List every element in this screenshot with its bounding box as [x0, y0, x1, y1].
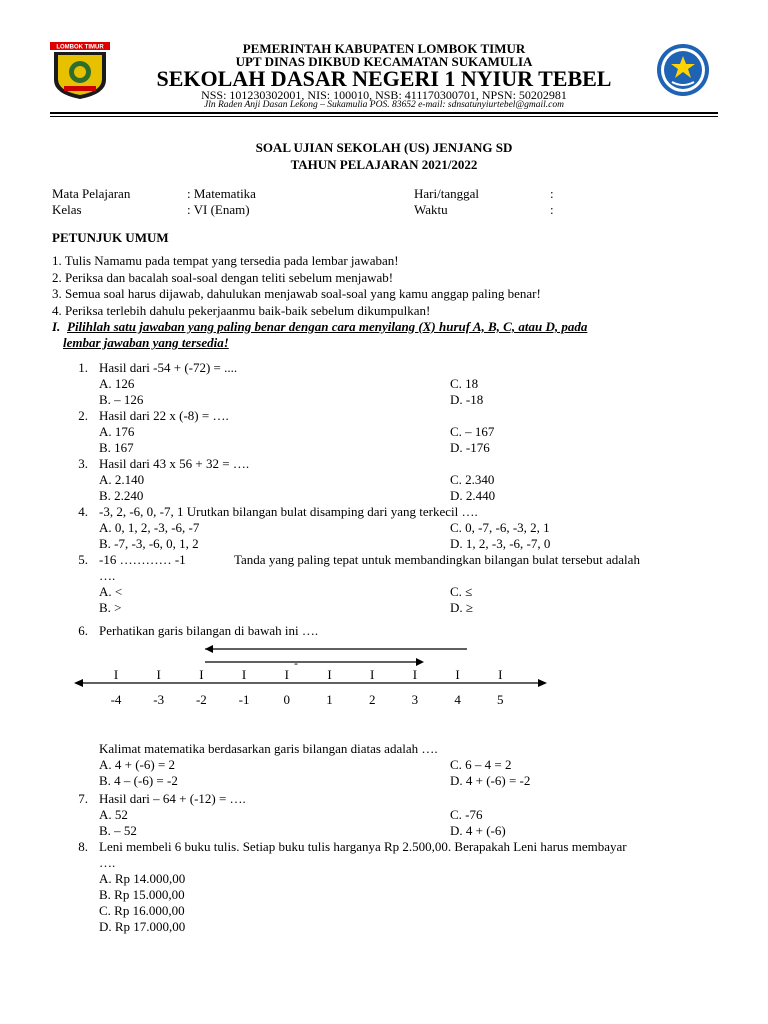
option-d: D. 4 + (-6) = -2 [450, 773, 531, 788]
subject-label: Mata Pelajaran [52, 186, 131, 201]
option-b: B. -7, -3, -6, 0, 1, 2 [99, 536, 199, 551]
number-line-diagram [0, 640, 768, 710]
option-b: B. – 52 [99, 823, 137, 838]
option-d: D. -18 [450, 392, 484, 407]
section-number: I. [52, 319, 61, 334]
tick-label: -4 [110, 692, 122, 707]
tick-label: 0 [283, 692, 291, 707]
option-c: C. Rp 16.000,00 [99, 903, 185, 918]
school-address: Jln Raden Anji Dasan Lekong – Sukamulia POS. 83652 e-mail: sdnsatunyiurtebel@gmail.com [203, 100, 565, 110]
section-instruction-line2: lembar jawaban yang tersedia! [63, 335, 229, 350]
tick-label: 3 [411, 692, 419, 707]
instructions-heading: PETUNJUK UMUM [52, 230, 169, 245]
school-ids: NSS: 101230302001, NIS: 100010, NSB: 411170300701, NPSN: 50202981 [201, 88, 567, 102]
axis-right-arrow [538, 679, 547, 687]
tick-mark: I [241, 667, 247, 682]
option-c: C. 6 – 4 = 2 [450, 757, 512, 772]
axis-left-arrow [74, 679, 83, 687]
question-ellipsis: …. [99, 568, 116, 583]
minus-mark: - [294, 656, 298, 670]
instruction-item: 4. Periksa terlebih dahulu pekerjaanmu baik-baik sebelum dikumpulkan! [52, 303, 431, 318]
question-text: Hasil dari 43 x 56 + 32 = …. [99, 456, 250, 471]
question-ellipsis: …. [99, 855, 116, 870]
instruction-item: 3. Semua soal harus dijawab, dahulukan menjawab soal-soal yang kamu anggap paling benar! [52, 286, 541, 301]
tick-mark: I [113, 667, 119, 682]
government-name: PEMERINTAH KABUPATEN LOMBOK TIMUR [242, 41, 526, 56]
option-c: C. 18 [450, 376, 479, 391]
option-a: A. 4 + (-6) = 2 [99, 757, 176, 772]
question-text: Hasil dari 22 x (-8) = …. [99, 408, 229, 423]
time-value: : [550, 202, 554, 217]
question-number: 5. [78, 552, 88, 567]
option-c: C. ≤ [450, 584, 473, 599]
option-a: A. Rp 14.000,00 [99, 871, 186, 886]
question-number: 4. [78, 504, 88, 519]
department-name: UPT DINAS DIKBUD KECAMATAN SUKAMULIA [235, 54, 533, 69]
tick-label: 5 [497, 692, 504, 707]
question-text: Hasil dari -54 + (-72) = .... [99, 360, 238, 375]
day-label: Hari/tanggal [414, 186, 479, 201]
question-number: 2. [78, 408, 88, 423]
question-text: -16 ………… -1 [99, 552, 186, 567]
option-b: B. 167 [99, 440, 134, 455]
option-d: D. -176 [450, 440, 490, 455]
tick-label: 2 [368, 692, 376, 707]
option-d: D. ≥ [450, 600, 474, 615]
tick-label: 1 [326, 692, 333, 707]
option-d: D. Rp 17.000,00 [99, 919, 186, 934]
tick-mark: I [284, 667, 289, 682]
tick-label: -1 [238, 692, 250, 707]
question-number: 3. [78, 456, 88, 471]
arrow-upper-head [205, 645, 213, 653]
question-number: 8. [78, 839, 88, 854]
option-a: A. 126 [99, 376, 135, 391]
option-c: C. 0, -7, -6, -3, 2, 1 [450, 520, 550, 535]
instruction-item: 2. Periksa dan bacalah soal-soal dengan teliti sebelum menjawab! [52, 270, 394, 285]
option-b: B. – 126 [99, 392, 144, 407]
option-b: B. > [99, 600, 122, 615]
question-text: Hasil dari – 64 + (-12) = …. [99, 791, 246, 806]
tick-mark: I [199, 667, 204, 682]
option-a: A. < [99, 584, 123, 599]
tick-mark: I [156, 667, 161, 682]
time-label: Waktu [414, 202, 448, 217]
option-b: B. 2.240 [99, 488, 144, 503]
question-number: 6. [78, 623, 88, 638]
school-name: SEKOLAH DASAR NEGERI 1 NYIUR TEBEL [156, 66, 612, 91]
class-value: : VI (Enam) [187, 202, 250, 217]
class-label: Kelas [52, 202, 82, 217]
exam-title: SOAL UJIAN SEKOLAH (US) JENJANG SD [255, 140, 513, 155]
option-a: A. 176 [99, 424, 135, 439]
option-c: C. – 167 [450, 424, 495, 439]
question-text-continued: Kalimat matematika berdasarkan garis bilangan diatas adalah …. [99, 741, 438, 756]
tick-label: -3 [153, 692, 165, 707]
arrow-lower-head [416, 658, 424, 666]
option-d: D. 1, 2, -3, -6, -7, 0 [450, 536, 551, 551]
subject-value: : Matematika [187, 186, 256, 201]
header-divider-thick [50, 112, 718, 114]
question-text: -3, 2, -6, 0, -7, 1 Urutkan bilangan bulat disamping dari yang terkecil …. [99, 504, 478, 519]
section-instruction-line1: Pilihlah satu jawaban yang paling benar dengan cara menyilang (X) huruf A, B, C, atau D, pada [67, 319, 588, 334]
tick-mark: I [498, 667, 503, 682]
option-c: C. 2.340 [450, 472, 495, 487]
tick-label: -2 [195, 692, 207, 707]
tick-mark: I [327, 667, 332, 682]
day-value: : [550, 186, 554, 201]
regency-logo-text: LOMBOK TIMUR [56, 44, 104, 51]
option-a: A. 2.140 [99, 472, 145, 487]
tick-mark: I [412, 667, 418, 682]
tick-mark: I [455, 667, 460, 682]
option-b: B. Rp 15.000,00 [99, 887, 185, 902]
question-number: 7. [78, 791, 88, 806]
option-a: A. 0, 1, 2, -3, -6, -7 [99, 520, 200, 535]
question-number: 1. [78, 360, 88, 375]
option-d: D. 4 + (-6) [450, 823, 506, 838]
instruction-item: 1. Tulis Namamu pada tempat yang tersedia pada lembar jawaban! [52, 253, 399, 268]
header-divider-thin [50, 116, 718, 117]
question-text: Perhatikan garis bilangan di bawah ini …. [99, 623, 319, 638]
option-c: C. -76 [450, 807, 483, 822]
tick-label: 4 [454, 692, 461, 707]
school-year: TAHUN PELAJARAN 2021/2022 [290, 157, 478, 172]
question-text: Leni membeli 6 buku tulis. Setiap buku tulis harganya Rp 2.500,00. Berapakah Leni harus membayar [99, 839, 627, 854]
option-d: D. 2.440 [450, 488, 496, 503]
option-b: B. 4 – (-6) = -2 [99, 773, 178, 788]
tick-mark: I [370, 667, 375, 682]
option-a: A. 52 [99, 807, 128, 822]
question-text-continued: Tanda yang paling tepat untuk membandingkan bilangan bulat tersebut adalah [234, 552, 640, 567]
